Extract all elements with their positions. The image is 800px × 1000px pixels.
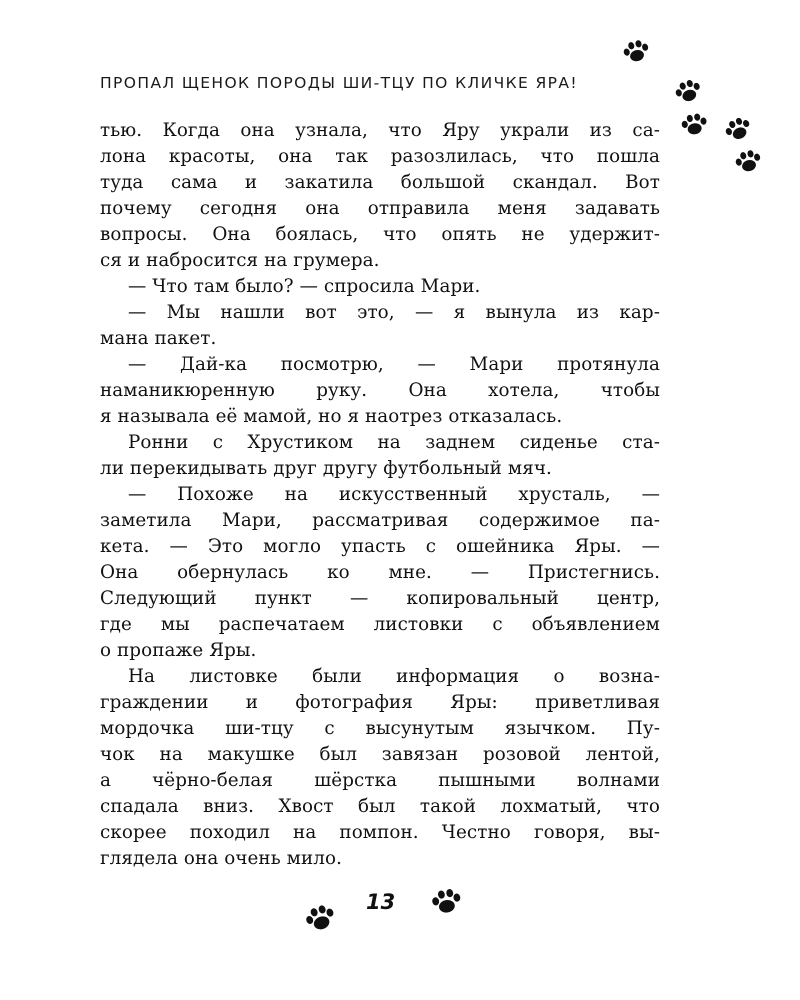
text-line: заметила Мари, рассматривая содержимое па- [100, 510, 660, 531]
paw-print-icon [298, 900, 340, 938]
text-line: ли перекидывать друг другу футбольный мяч. [100, 458, 552, 479]
text-line: где мы распечатаем листовки с объявлением [100, 614, 660, 635]
text-line: мана пакет. [100, 328, 217, 349]
text-line: — Что там было? — спросила Мари. [128, 276, 481, 297]
body-text [100, 118, 660, 872]
text-line: вопросы. Она боялась, что опять не удержит- [100, 224, 660, 245]
text-line: я называла её мамой, но я наотрез отказалась. [100, 406, 563, 427]
page-number: 13 [366, 890, 396, 914]
text-line: лона красоты, она так разозлилась, что пошла [100, 146, 660, 167]
text-line: — Мы нашли вот это, — я вынула из кар- [128, 302, 660, 323]
text-line: — Похоже на искусственный хрусталь, — [128, 484, 660, 505]
text-line: На листовке были информация о возна- [128, 666, 660, 687]
paw-print-icon [718, 113, 755, 147]
text-line: Ронни с Хрустиком на заднем сиденье ста- [128, 432, 660, 453]
text-line: спадала вниз. Хвост был такой лохматый, что [100, 796, 660, 817]
paw-print-icon [669, 76, 705, 109]
paw-print-icon [617, 37, 652, 68]
text-line: туда сама и закатила большой скандал. Вот [100, 172, 660, 193]
text-line: о пропаже Яры. [100, 640, 257, 661]
text-line: глядела она очень мило. [100, 848, 343, 869]
text-line: граждении и фотография Яры: приветливая [100, 692, 660, 713]
text-line: почему сегодня она отправила меня задавать [100, 198, 660, 219]
text-line: Она обернулась ко мне. — Пристегнись. [100, 562, 660, 583]
running-head: ПРОПАЛ ЩЕНОК ПОРОДЫ ШИ-ТЦУ ПО КЛИЧКЕ ЯРА! [100, 74, 579, 92]
paw-print-icon [426, 885, 464, 918]
text-line: тью. Когда она узнала, что Яру украли из са- [100, 120, 660, 141]
text-line: скорее походил на помпон. Честно говоря, вы- [100, 822, 660, 843]
text-line: Следующий пункт — копировальный центр, [100, 588, 660, 609]
paw-print-icon [729, 147, 764, 178]
text-line: а чёрно-белая шёрстка пышными волнами [100, 770, 660, 791]
text-line: ся и набросится на грумера. [100, 250, 380, 271]
text-line: — Дай-ка посмотрю, — Мари протянула [128, 354, 660, 375]
text-line: кета. — Это могло упасть с ошейника Яры. — [100, 536, 660, 557]
text-line: чок на макушке был завязан розовой лентой, [100, 744, 660, 765]
text-line: наманикюренную руку. Она хотела, чтобы [100, 380, 660, 401]
paw-print-icon [676, 111, 710, 140]
text-line: мордочка ши-тцу с высунутым язычком. Пу- [100, 718, 660, 739]
